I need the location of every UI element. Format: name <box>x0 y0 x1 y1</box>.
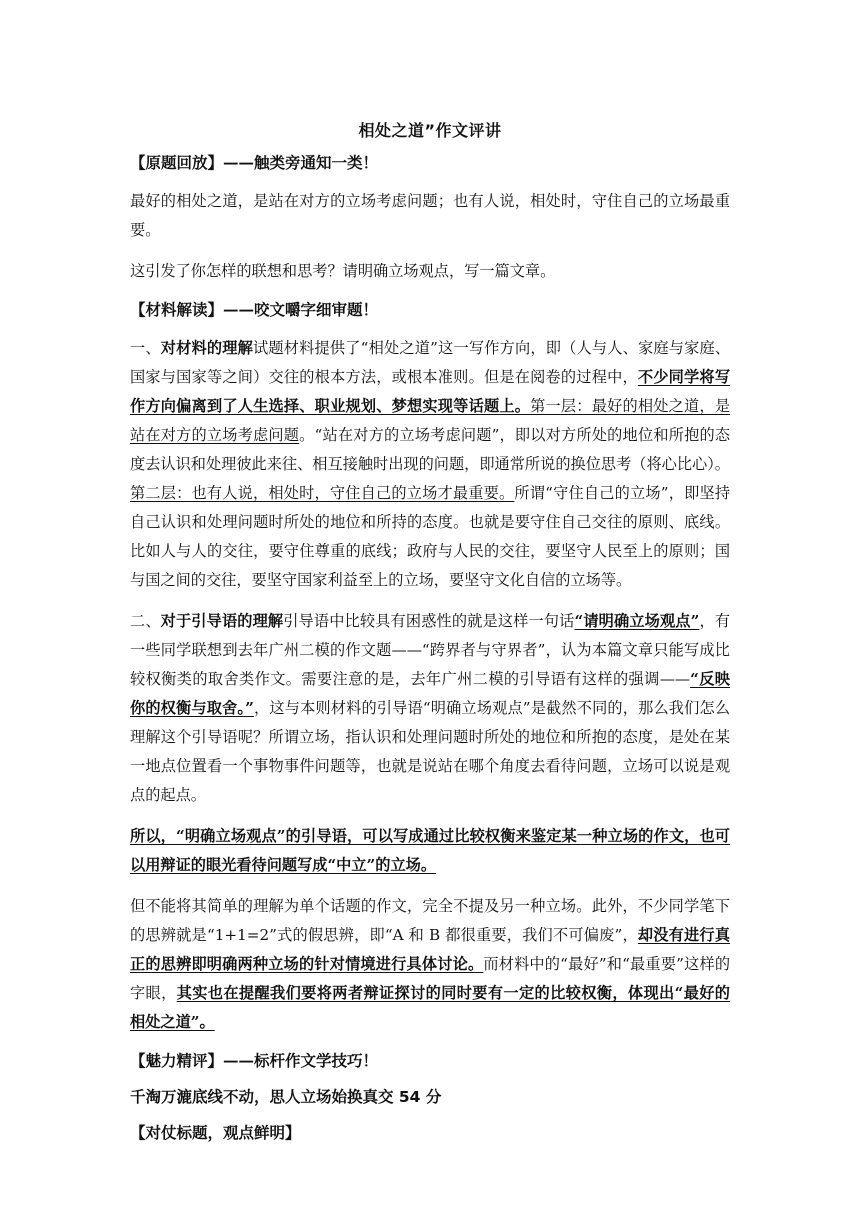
text-run: 。“站在对方的立场考虑问题”，即以对方所处的地位和所抱的态度去认识和处理彼此来往、相互接触时出现的问题，即通常所说的换位思考（将心比心）。 <box>130 426 731 473</box>
underline-run: 第一层：最好的相处之道，是站在对方的立场考虑问题 <box>130 397 731 444</box>
heading-bracket: 【材料解读】 <box>130 301 224 319</box>
text-run: 而材料中的“最好”和“最重要”这样的字眼， <box>130 955 731 1002</box>
prompt-paragraph-1: 最好的相处之道，是站在对方的立场考虑问题；也有人说，相处时，守住自己的立场最重要。 <box>130 192 730 239</box>
document-page <box>130 118 730 1157</box>
text-run: 所谓“守住自己的立场”，即坚持自己认识和处理问题时所处的地位和所持的态度。也就是要守住自己交往的原则、底线。比如人与人的交往，要守住尊重的底线；政府与人民的交往，要坚守人民至上的原则；国与国之间的交往，要坚守国家利益至上的立场，要坚守文化自信的立场等。 <box>130 484 731 589</box>
bold-underline-run: “反映你的权衡与取舍。” <box>130 670 730 717</box>
section-heading-material-reading <box>130 298 730 320</box>
text-run: 但不能将其简单的理解为单个话题的作文，完全不提及另一种立场。此外，不少同学笔下的思辨就是“1+1=2”式的假思辨，即“A 和 B 都很重要，我们不可偏废”， <box>130 897 730 944</box>
bold-run: 对于引导语的理解 <box>160 612 284 630</box>
text-run: 一、 <box>130 339 161 357</box>
heading-tail: ——标杆作文学技巧！ <box>223 1051 379 1070</box>
heading-tail: ——咬文嚼字细审题！ <box>223 300 379 319</box>
bold-underline-run: 不少同学将写作方向偏离到了人生选择、职业规划、梦想实现等话题上。 <box>130 368 731 415</box>
underline-run: 第二层：也有人说，相处时，守住自己的立场才最重要。 <box>130 484 515 502</box>
bold-underline-run: “请明确立场观点” <box>574 612 700 630</box>
essay-title: 千淘万漉底线不动，思人立场始换真交 54 分 <box>130 1088 442 1106</box>
subsection-heading: 【对仗标题，观点鲜明】 <box>130 1124 301 1142</box>
text-run: 试题材料提供了“相处之道”这一写作方向，即（人与人、家庭与家庭、国家与国家等之间）交往的根本方法，或根本准则。但是在阅卷的过程中， <box>130 339 731 386</box>
text-run: ，有一些同学联想到去年广州二模的作文题——“跨界者与守界者”，认为本篇文章只能写成比较权衡类的取舍类作文。需要注意的是，去年广州二模的引导语有这样的强调—— <box>130 612 731 688</box>
material-paragraph-4 <box>130 892 730 1037</box>
section-heading-review <box>130 1049 730 1071</box>
bold-underline-run: 却没有进行真正的思辨即明确两种立场的针对情境进行具体讨论。 <box>130 926 731 973</box>
material-paragraph-2 <box>130 607 730 810</box>
heading-bracket: 【魅力精评】 <box>130 1052 224 1070</box>
text-run: 二、 <box>130 612 161 630</box>
material-paragraph-3: 所以，“明确立场观点”的引导语，可以写成通过比较权衡来鉴定某一种立场的作文，也可以用辩证的眼光看待问题写成“中立”的立场。 <box>130 827 730 874</box>
bold-underline-run: 其实也在提醒我们要将两者辩证探讨的同时要有一定的比较权衡，体现出“最好的相处之道”。 <box>130 984 730 1031</box>
text-run: ，这与本则材料的引导语“明确立场观点”是截然不同的，那么我们怎么理解这个引导语呢？所谓立场，指认识和处理问题时所处的地位和所抱的态度，是处在某一地点位置看一个事物事件问题等，也就是说站在哪个角度去看待问题，立场可以说是观点的起点。 <box>130 699 731 804</box>
text-run: 引导语中比较具有困惑性的就是这样一句话 <box>283 612 575 630</box>
section-heading-original-question <box>130 151 730 173</box>
material-paragraph-1 <box>130 334 730 595</box>
bold-run: 对材料的理解 <box>160 339 254 357</box>
document-title: 相处之道”作文评讲 <box>358 121 502 140</box>
prompt-paragraph-2: 这引发了你怎样的联想和思考？请明确立场观点，写一篇文章。 <box>130 262 556 280</box>
heading-tail: ——触类旁通知一类！ <box>223 153 379 172</box>
heading-bracket: 【原题回放】 <box>130 154 224 172</box>
